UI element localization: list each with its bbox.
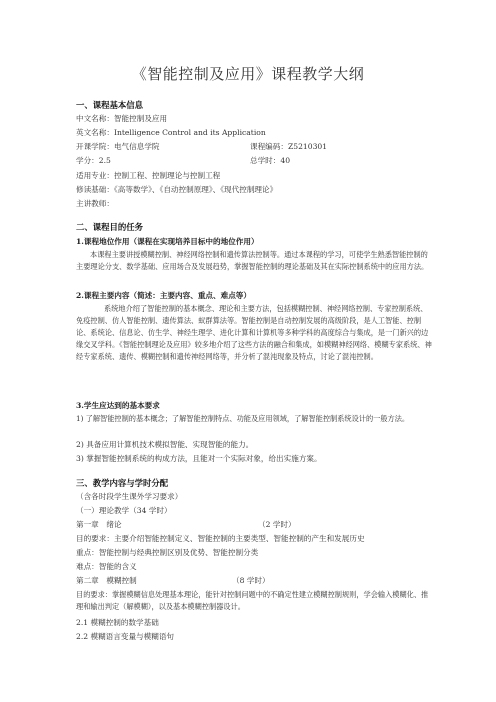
subsection-title-requirements: 3.学生应达到的基本要求 [76,401,160,410]
chapter2-section-2: 2.2 模糊语言变量与模糊语句 [76,632,175,641]
course-code-line: 课程编码：Z5210301 [250,142,328,151]
section-heading-content-hours: 三、教学内容与学时分配 [76,478,169,488]
english-name-line: 英文名称：Intelligence Control and its Application [76,128,266,137]
chapter1-key-points: 重点：智能控制与经典控制区别及优势、智能控制分类 [76,548,259,557]
paragraph-content: 系统地介绍了智能控制的基本概念、理论和主要方法，包括模糊控制、神经网络控制、专家控制系统、免疫控制、仿人智能控制、遗传算法、蚁群算法等。智能控制是自动控制发展的高级阶段，是人工智能、控制论、系统论、信息论、仿生学、神经生理学、进化计算和计算机等多种学科的高度综合与集成，是一门新兴的边缘交叉学科。《智能控制理论及应用》较多地介绍了这些方法的融合和集成，如模糊神经网络、模糊专家系统、神经专家系统、遗传、模糊控制和遗传神经网络等，并分析了混沌现象及特点，讨论了混沌控制。 [76,304,432,361]
chapter1-goal: 目的要求：主要介绍智能控制定义、智能控制的主要类型、智能控制的产生和发展历史 [76,534,365,543]
requirement-item: 2) 具备应用计算机技术模拟智能、实现智能的能力。 [76,440,254,449]
prerequisites-line: 修读基础：《高等数学》、《自动控制原理》、《现代控制理论》 [76,185,278,194]
paragraph-role: 本课程主要讲授模糊控制、神经网络控制和遗传算法控制等。通过本课程的学习，可使学生熟悉智能控制的主要理论分支、数学基础、应用场合及发展趋势，掌握智能控制的理论基础及其在实际控制系统中的应用方法。 [76,250,429,271]
chapter2-section-1: 2.1 模糊控制的数学基础 [76,618,159,627]
department-line: 开课学院：电气信息学院 [76,142,160,151]
theory-teaching-line: （一）理论教学（34 学时） [76,506,172,515]
chinese-name-line: 中文名称：智能控制及应用 [76,114,168,123]
chapter2-title: 第二章 模糊控制 [76,576,137,585]
credits-line: 学分：2.5 [76,156,111,165]
teacher-line: 主讲教师： [76,199,114,208]
section-heading-objectives: 二、课程目的任务 [76,222,143,232]
section-heading-basic-info: 一、课程基本信息 [76,100,143,110]
subsection-title-role: 1.课程地位作用（课程在实现培养目标中的地位作用） [76,237,259,246]
chapter1-hours: （2 学时） [258,520,296,529]
chapter1-title: 第一章 绪论 [76,520,122,529]
chapter2-hours: （8 学时） [232,576,270,585]
chapter2-goal: 目的要求：掌握模糊信息处理基本理论，能针对控制问题中的不确定性建立模糊控制规则，学会输入模糊化、推理和输出判定（解模糊），以及基本模糊控制器设计。 [76,590,429,611]
total-hours-line: 总学时：40 [250,156,291,165]
chapter1-difficulties: 难点：智能的含义 [76,562,137,571]
section-note: （含各时段学生课外学习要求） [76,492,183,501]
requirement-item: 3) 掌握智能控制系统的构成方法，且能对一个实际对象，给出实施方案。 [76,454,322,463]
page-title: 《智能控制及应用》课程教学大纲 [131,65,365,83]
requirement-item: 1) 了解智能控制的基本概念；了解智能控制特点、功能及应用领域，了解智能控制系统设计的一般方法。 [76,414,410,423]
majors-line: 适用专业：控制工程、控制理论与控制工程 [76,171,221,180]
subsection-title-content: 2.课程主要内容（简述：主要内容、重点、难点等） [76,291,251,300]
